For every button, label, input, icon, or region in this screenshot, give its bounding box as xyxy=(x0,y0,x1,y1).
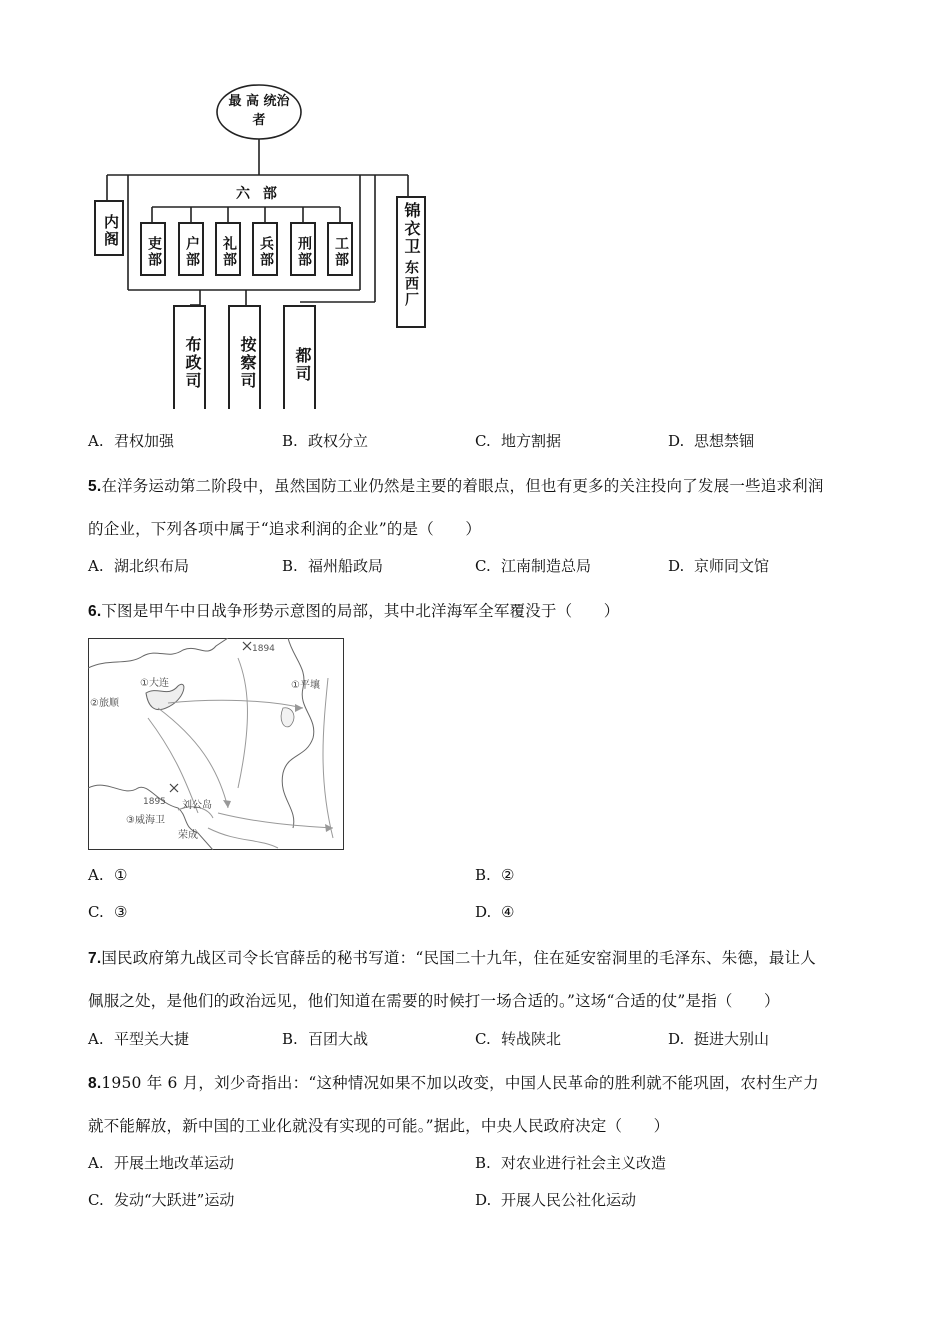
q8-option-d[interactable]: D. 开展人民公社化运动 xyxy=(475,1191,637,1209)
q4-option-c[interactable]: C. 地方割据 xyxy=(475,432,562,450)
ministry-box-li: 吏部 xyxy=(140,222,166,276)
ministry-box-li-rites: 礼部 xyxy=(215,222,241,276)
ministry-box-bing: 兵部 xyxy=(252,222,278,276)
q7-option-a[interactable]: A. 平型关大捷 xyxy=(88,1030,190,1048)
q6-option-b[interactable]: B. ② xyxy=(475,866,515,884)
diagram-connector-lines xyxy=(0,0,950,420)
q5-option-b[interactable]: B. 福州船政局 xyxy=(282,557,384,575)
q5-line2: 的企业，下列各项中属于“追求利润的企业”的是（ ） xyxy=(88,520,482,538)
six-ministries-label: 六 部 xyxy=(236,186,281,202)
map-label-lushun: ②旅顺 xyxy=(90,698,119,709)
q7-option-d[interactable]: D. 挺进大别山 xyxy=(668,1030,770,1048)
q8-option-b[interactable]: B. 对农业进行社会主义改造 xyxy=(475,1154,667,1172)
ministry-box-xing: 刑部 xyxy=(290,222,316,276)
q5-option-a[interactable]: A. 湖北织布局 xyxy=(88,557,190,575)
dusi-box: 都司 xyxy=(283,305,316,409)
map-label-1894: 1894 xyxy=(252,644,275,654)
buzhengsi-box: 布政司 xyxy=(173,305,206,409)
ministry-box-hu: 户部 xyxy=(178,222,204,276)
q7-line2: 佩服之处，是他们的政治远见，他们知道在需要的时候打一场合适的。”这场“合适的仗”是指（ ） xyxy=(88,992,780,1010)
ruler-label: 最 高 统治者 xyxy=(228,94,290,128)
q4-option-a[interactable]: A. 君权加强 xyxy=(88,432,175,450)
jinyiwei-box xyxy=(396,196,426,328)
q8-option-c[interactable]: C. 发动“大跃进”运动 xyxy=(88,1191,235,1209)
map-label-rongcheng: 荣成 xyxy=(178,830,198,841)
q8-option-a[interactable]: A. 开展土地改革运动 xyxy=(88,1154,235,1172)
q5-line1: 5.在洋务运动第二阶段中，虽然国防工业仍然是主要的着眼点，但也有更多的关注投向了发展一些追求利润 xyxy=(88,477,824,495)
map-label-pingrang: ①平壤 xyxy=(291,680,320,691)
ministry-box-gong: 工部 xyxy=(327,222,353,276)
q6-option-d[interactable]: D. ④ xyxy=(475,903,515,921)
q5-option-c[interactable]: C. 江南制造总局 xyxy=(475,557,592,575)
q6-option-c[interactable]: C. ③ xyxy=(88,903,128,921)
map-label-liugong: 刘公岛 xyxy=(182,800,212,811)
q7-option-b[interactable]: B. 百团大战 xyxy=(282,1030,369,1048)
q8-line2: 就不能解放，新中国的工业化就没有实现的可能。”据此，中央人民政府决定（ ） xyxy=(88,1117,670,1135)
q6-option-a[interactable]: A. ① xyxy=(88,866,128,884)
q7-option-c[interactable]: C. 转战陕北 xyxy=(475,1030,562,1048)
dongxichang-label: 东西厂 xyxy=(403,260,419,308)
q7-line1: 7.国民政府第九战区司令长官薛岳的秘书写道：“民国二十九年，住在延安窑洞里的毛泽东、朱德，最让人 xyxy=(88,949,816,967)
map-label-dalian: ①大连 xyxy=(140,678,169,689)
q8-line1: 8.1950 年 6 月，刘少奇指出：“这种情况如果不加以改变，中国人民革命的胜利就不能巩固，农村生产力 xyxy=(88,1074,819,1092)
jinyiwei-label: 锦衣卫 xyxy=(402,202,421,256)
sino-japanese-war-map xyxy=(88,638,344,850)
map-label-weihaiwei: ③威海卫 xyxy=(126,815,165,826)
q6-line1: 6.下图是甲午中日战争形势示意图的局部，其中北洋海军全军覆没于（ ） xyxy=(88,602,620,620)
q4-option-b[interactable]: B. 政权分立 xyxy=(282,432,369,450)
anchasi-box: 按察司 xyxy=(228,305,261,409)
neige-box: 内阁 xyxy=(94,200,124,256)
q5-option-d[interactable]: D. 京师同文馆 xyxy=(668,557,770,575)
q4-option-d[interactable]: D. 思想禁锢 xyxy=(668,432,755,450)
map-label-1895: 1895 xyxy=(143,797,166,807)
